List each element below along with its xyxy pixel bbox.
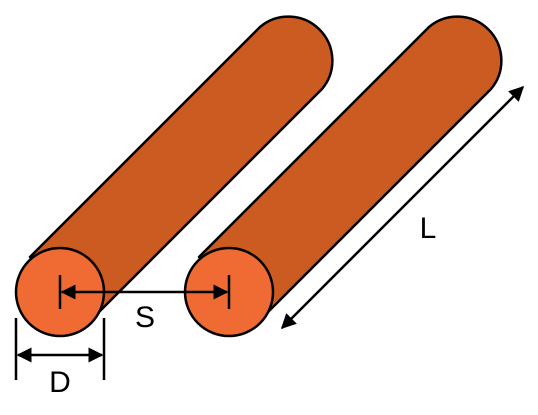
spacing-label: S [134, 301, 156, 334]
diameter-label: D [49, 366, 71, 399]
length-label: L [419, 212, 437, 245]
